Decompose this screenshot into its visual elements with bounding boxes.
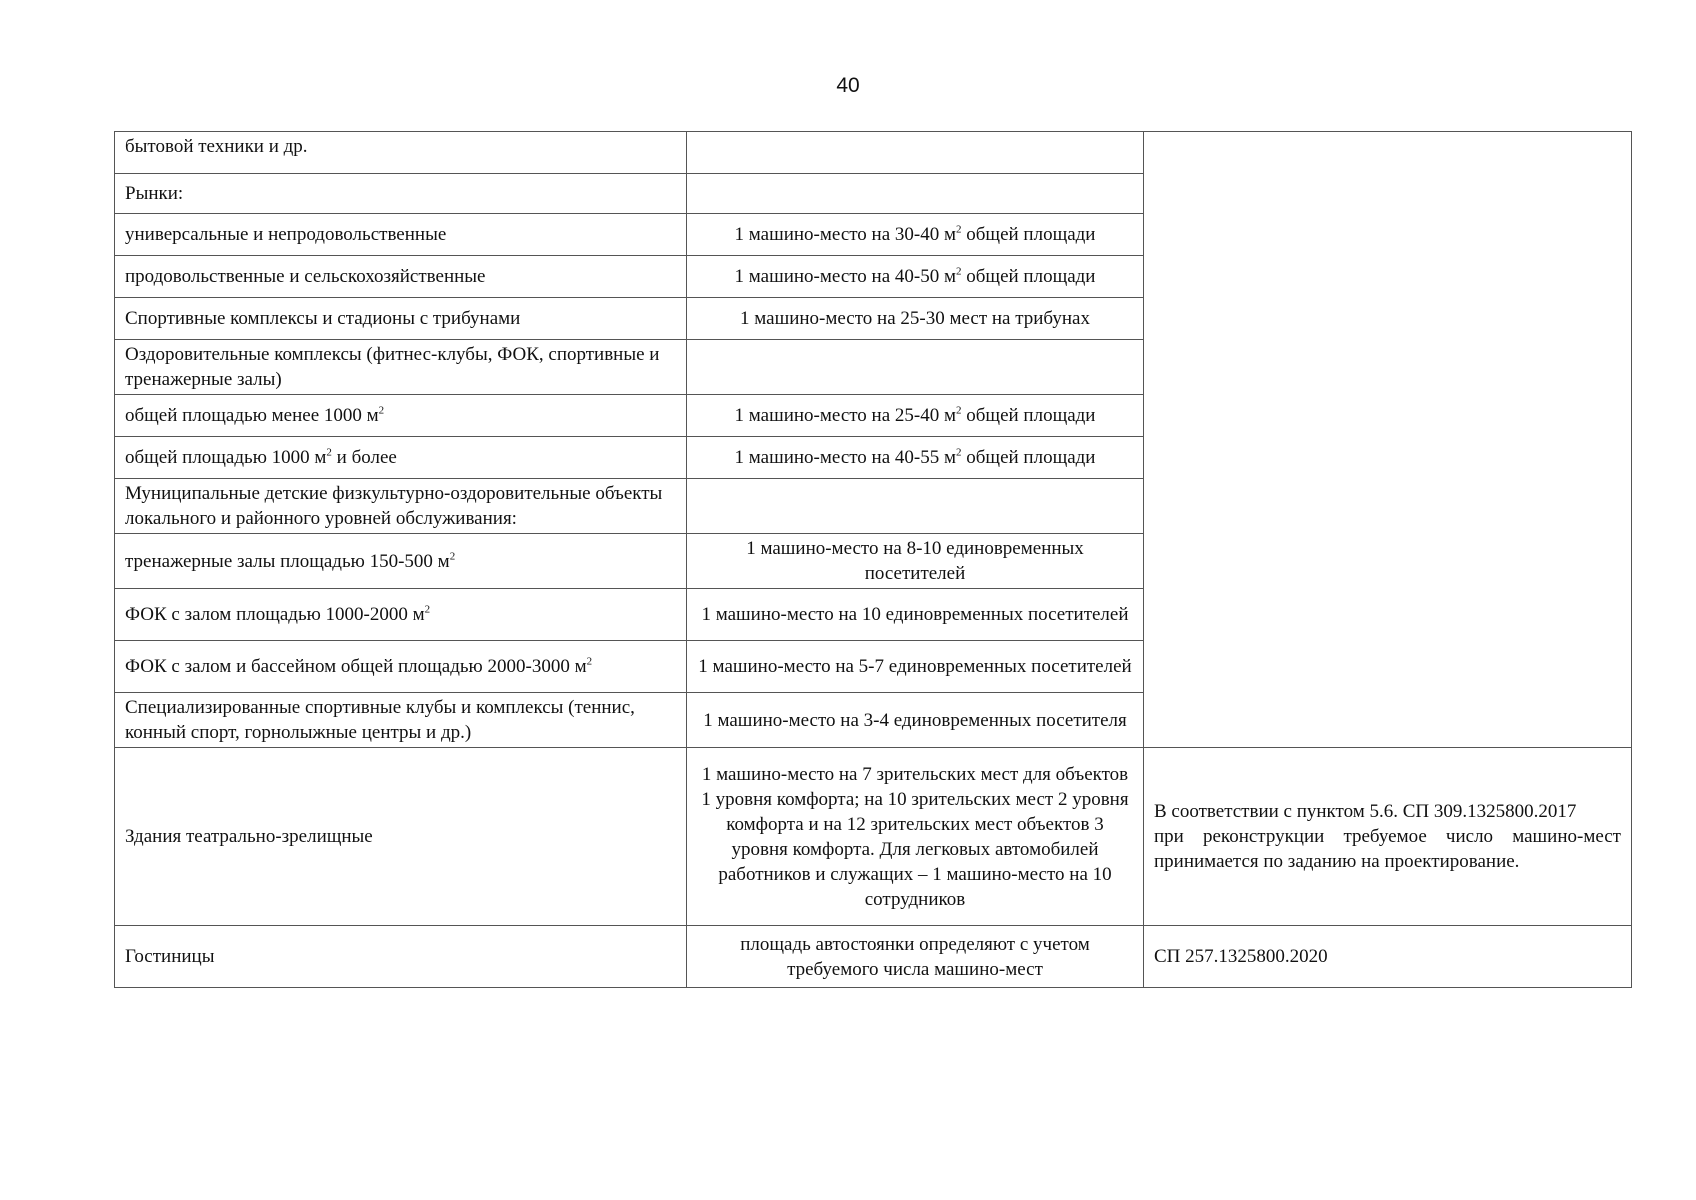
facility-cell: Муниципальные детские физкультурно-оздоровительные объекты локального и районного уровней обслуживания: — [115, 479, 687, 534]
norm-cell: 1 машино-место на 3-4 единовременных посетителя — [687, 693, 1144, 748]
facility-cell: бытовой техники и др. — [115, 132, 687, 174]
norm-cell — [687, 340, 1144, 395]
reference-text: В соответствии с пунктом 5.6. СП 309.1325800.2017 — [1154, 801, 1577, 822]
parking-norms-table — [114, 131, 1632, 988]
facility-cell: универсальные и непродовольственные — [115, 214, 687, 256]
norm-cell: 1 машино-место на 25-30 мест на трибунах — [687, 298, 1144, 340]
norm-cell: 1 машино-место на 8-10 единовременных посетителей — [687, 534, 1144, 589]
reference-cell: СП 257.1325800.2020 — [1144, 926, 1632, 988]
norm-cell: 1 машино-место на 7 зрительских мест для объектов 1 уровня комфорта; на 10 зрительских мест 2 уровня комфорта и на 12 зрительских мест объектов 3 уровня комфорта. Для легковых автомобилей работников и служащих – 1 машино-место на 10 сотрудников — [687, 748, 1144, 926]
facility-cell: тренажерные залы площадью 150-500 $м^2$ — [115, 534, 687, 589]
norm-cell — [687, 174, 1144, 214]
norm-cell: 1 машино-место на 40-55 $м^2$ общей площади — [687, 437, 1144, 479]
norm-cell: 1 машино-место на 5-7 единовременных посетителей — [687, 641, 1144, 693]
facility-cell: Гостиницы — [115, 926, 687, 988]
norm-cell: площадь автостоянки определяют с учетом требуемого числа машино-мест — [687, 926, 1144, 988]
facility-cell: Специализированные спортивные клубы и комплексы (теннис, конный спорт, горнолыжные центры и др.) — [115, 693, 687, 748]
facility-cell: общей площадью менее 1000 $м^2$ — [115, 395, 687, 437]
norm-cell: 1 машино-место на 40-50 $м^2$ общей площади — [687, 256, 1144, 298]
page-number: 40 — [836, 74, 860, 97]
facility-cell: общей площадью 1000 $м^2$ и более — [115, 437, 687, 479]
norm-cell — [687, 479, 1144, 534]
reference-cell — [1144, 132, 1632, 748]
facility-cell: ФОК с залом площадью 1000-2000 $м^2$ — [115, 589, 687, 641]
table-row — [115, 748, 1632, 926]
norm-cell: 1 машино-место на 10 единовременных посетителей — [687, 589, 1144, 641]
facility-cell: Здания театрально-зрелищные — [115, 748, 687, 926]
table-row — [115, 926, 1632, 988]
facility-cell: Рынки: — [115, 174, 687, 214]
facility-cell: ФОК с залом и бассейном общей площадью 2000-3000 $м^2$ — [115, 641, 687, 693]
facility-cell: Оздоровительные комплексы (фитнес-клубы, ФОК, спортивные и тренажерные залы) — [115, 340, 687, 395]
norm-cell — [687, 132, 1144, 174]
table-row — [115, 132, 1632, 174]
facility-cell: Спортивные комплексы и стадионы с трибунами — [115, 298, 687, 340]
reference-note: при реконструкции требуемое число машино-мест принимается по заданию на проектирование. — [1154, 826, 1621, 872]
norm-cell: 1 машино-место на 30-40 $м^2$ общей площади — [687, 214, 1144, 256]
norm-cell: 1 машино-место на 25-40 $м^2$ общей площади — [687, 395, 1144, 437]
reference-cell — [1144, 748, 1632, 926]
facility-cell: продовольственные и сельскохозяйственные — [115, 256, 687, 298]
